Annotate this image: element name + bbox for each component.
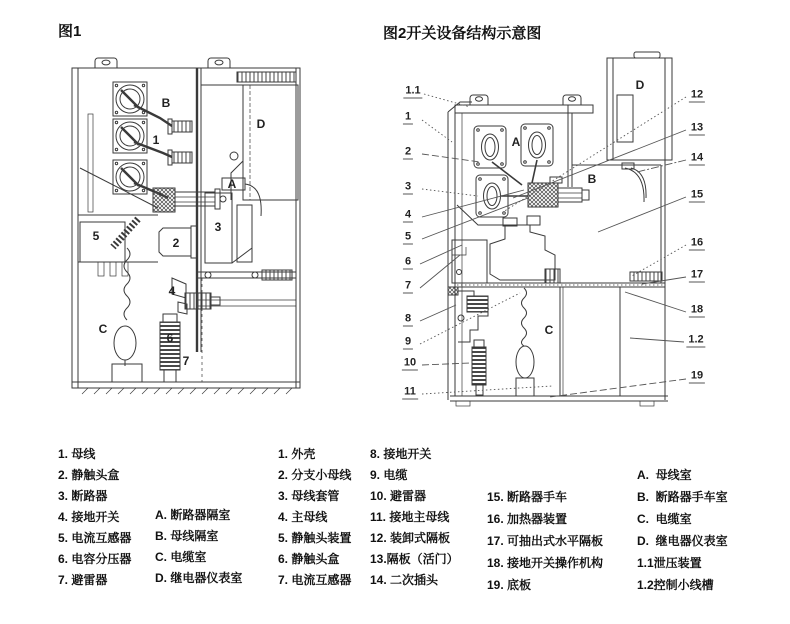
legend-item: C. 电缆室	[155, 550, 207, 564]
figure1	[60, 56, 310, 396]
figure1-title: 图1	[58, 23, 82, 40]
legend-item: 5. 静触头装置	[278, 531, 352, 545]
legend-item: 5. 电流互感器	[58, 531, 132, 545]
legend-item: 1.2控制小线槽	[637, 578, 714, 592]
legend-item: B. 断路器手车室	[637, 490, 728, 504]
fig2-callout-18: 18	[690, 303, 704, 316]
legend-item: 13.隔板（活门）	[370, 552, 459, 566]
legend-item: 4. 接地开关	[58, 510, 120, 524]
legend-item: 1. 外壳	[278, 447, 316, 461]
legend-item: D. 继电器仪表室	[155, 571, 243, 585]
legend-fig2-items-8-14	[370, 444, 459, 591]
fig1-label-7: 7	[182, 354, 190, 368]
fig2-callout-1-1: 1.1	[405, 84, 421, 97]
legend-fig1-letters	[155, 505, 242, 589]
fig2-room-A: A	[511, 135, 521, 149]
fig2-callout-4: 4	[404, 208, 412, 221]
legend-item: D. 继电器仪表室	[637, 534, 728, 548]
fig2-room-C: C	[544, 323, 554, 337]
legend-item: 9. 电缆	[370, 468, 408, 482]
legend-fig1-numbers	[58, 444, 131, 591]
fig2-callout-6: 6	[404, 255, 412, 268]
legend-item: 3. 断路器	[58, 489, 108, 503]
fig2-callout-11: 11	[404, 385, 416, 398]
fig2-callout-12: 12	[690, 88, 704, 101]
legend-item: 14. 二次插头	[370, 573, 439, 587]
legend-item: 15. 断路器手车	[487, 490, 568, 504]
legend-item: A. 断路器隔室	[155, 508, 231, 522]
fig1-label-4: 4	[168, 284, 176, 298]
fig1-label-6: 6	[166, 331, 174, 345]
fig2-callout-19: 19	[690, 369, 704, 382]
fig1-label-D: D	[256, 117, 266, 131]
fig2-callout-13: 13	[690, 121, 704, 134]
legend-item: 1. 母线	[58, 447, 96, 461]
legend-item: 16. 加热器装置	[487, 512, 568, 526]
fig1-label-2: 2	[172, 236, 180, 250]
figure2-drawing	[400, 50, 700, 415]
legend-fig2-letters	[637, 464, 728, 596]
fig1-label-A: A	[227, 177, 237, 191]
fig1-label-B: B	[161, 96, 171, 110]
legend-item: 6. 电容分压器	[58, 552, 132, 566]
legend-item: C. 电缆室	[637, 512, 692, 526]
legend-item: 10. 避雷器	[370, 489, 427, 503]
fig2-callout-3: 3	[404, 180, 412, 193]
fig2-callout-14: 14	[690, 151, 704, 164]
legend-item: 19. 底板	[487, 578, 532, 592]
legend-item: 12. 装卸式隔板	[370, 531, 451, 545]
fig2-room-B: B	[587, 172, 597, 186]
legend-item: 3. 母线套管	[278, 489, 340, 503]
fig1-label-5: 5	[92, 229, 100, 243]
legend-item: 6. 静触头盒	[278, 552, 340, 566]
figure2-title: 图2开关设备结构示意图	[383, 25, 542, 42]
fig2-callout-1-2: 1.2	[688, 333, 704, 346]
legend-item: 7. 避雷器	[58, 573, 108, 587]
fig2-callout-1: 1	[404, 110, 412, 123]
fig1-label-3: 3	[214, 220, 222, 234]
figure1-drawing	[60, 56, 310, 396]
legend-item: 11. 接地主母线	[370, 510, 450, 524]
fig2-callout-8: 8	[404, 312, 412, 325]
fig2-room-D: D	[635, 78, 645, 92]
fig2-callout-10: 10	[403, 356, 417, 369]
legend-item: 8. 接地开关	[370, 447, 432, 461]
legend-fig2-items-1-7	[278, 444, 351, 591]
fig2-callout-16: 16	[690, 236, 704, 249]
fig1-label-C: C	[98, 322, 108, 336]
figure2	[400, 50, 700, 415]
fig2-callout-9: 9	[404, 335, 412, 348]
fig2-callout-15: 15	[690, 188, 704, 201]
fig2-callout-7: 7	[404, 279, 412, 292]
fig2-callout-2: 2	[404, 145, 412, 158]
legend-item: 2. 静触头盒	[58, 468, 120, 482]
legend-item: B. 母线隔室	[155, 529, 219, 543]
legend-item: A. 母线室	[637, 468, 692, 482]
legend-fig2-items-15-19	[487, 486, 603, 596]
legend-item: 4. 主母线	[278, 510, 328, 524]
legend-item: 18. 接地开关操作机构	[487, 556, 604, 570]
legend-item: 2. 分支小母线	[278, 468, 352, 482]
fig2-callout-5: 5	[404, 230, 412, 243]
legend-item: 1.1泄压装置	[637, 556, 702, 570]
fig2-callout-17: 17	[690, 268, 704, 281]
fig1-label-1: 1	[152, 133, 160, 147]
legend-item: 7. 电流互感器	[278, 573, 352, 587]
legend-item: 17. 可抽出式水平隔板	[487, 534, 604, 548]
